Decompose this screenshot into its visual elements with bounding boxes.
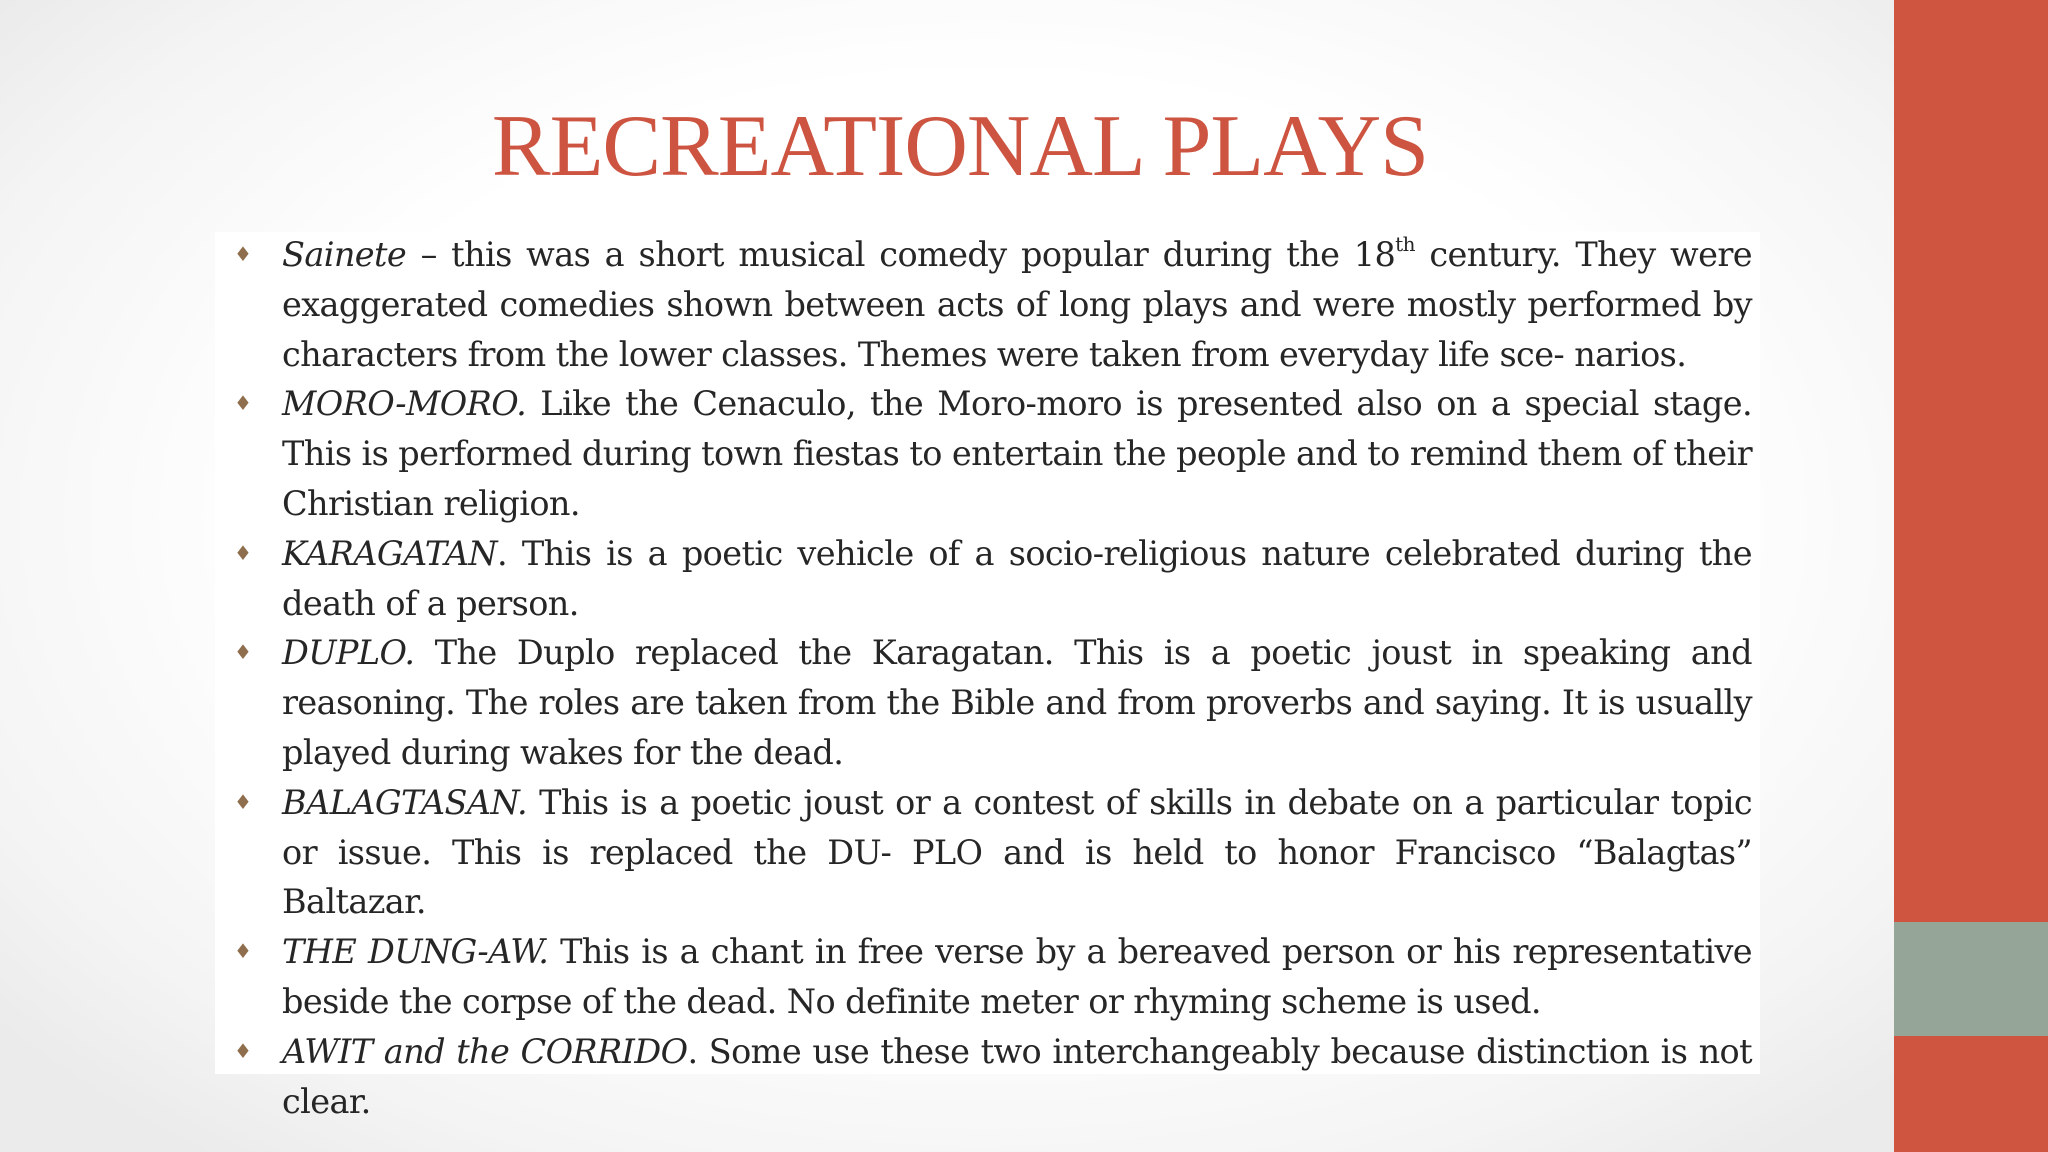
bullet-item-karagatan [230, 529, 1752, 629]
bullet-text: Like the Cenaculo, the Moro-moro is presented also on a special stage. This is performed during town fiestas to entertain the people and to remind them of their Christian religion. [282, 384, 1752, 523]
ordinal-suffix: th [1395, 231, 1415, 256]
bullet-item-sainete [230, 230, 1752, 379]
bullet-text: This is a poetic joust or a contest of skills in debate on a particular topic or issue. This is replaced the DU- PLO and is held to honor Francisco “Balagtas” Baltazar. [282, 782, 1752, 922]
bullet-text: . Some use these two interchangeably because distinction is not clear. [282, 1031, 1752, 1121]
bullet-text: The Duplo replaced the Karagatan. This is a poetic joust in speaking and reasoning. The roles are taken from the Bible and from proverbs and saying. It is usually played during wakes for the dead. [282, 633, 1752, 772]
diamond-bullet-icon: ♦ [234, 242, 252, 266]
bullet-item-dung-aw [230, 927, 1752, 1027]
slide-title: RECREATIONAL PLAYS [491, 98, 1429, 195]
bullet-term: THE DUNG-AW. [282, 932, 549, 972]
bullet-item-moro-moro [230, 379, 1752, 528]
bullet-term: KARAGATAN [282, 533, 498, 573]
decorative-sidebar [1894, 0, 2048, 1152]
diamond-bullet-icon: ♦ [234, 939, 252, 964]
diamond-bullet-icon: ♦ [234, 391, 252, 416]
bullet-item-duplo [230, 628, 1752, 777]
bullet-term: BALAGTASAN. [282, 782, 528, 822]
sidebar-accent-block [1894, 922, 2048, 1036]
bullet-term: Sainete [282, 235, 407, 274]
bullet-list [230, 230, 1752, 1126]
diamond-bullet-icon: ♦ [234, 1038, 252, 1063]
bullet-item-balagtasan [230, 778, 1752, 927]
bullet-text: – this was a short musical comedy popular during the 18 [406, 235, 1396, 274]
bullet-term: DUPLO. [282, 633, 415, 673]
bullet-term: AWIT and the CORRIDO [282, 1031, 688, 1071]
bullet-term: MORO-MORO. [282, 384, 527, 424]
diamond-bullet-icon: ♦ [234, 789, 252, 814]
diamond-bullet-icon: ♦ [234, 540, 252, 565]
diamond-bullet-icon: ♦ [234, 640, 252, 665]
bullet-text: century. They were exaggerated comedies shown between acts of long plays and were mostly performed by characters from the lower classes. Themes were taken from everyday life sce- narios. [282, 235, 1752, 374]
bullet-text: . This is a poetic vehicle of a socio-religious nature celebrated during the death of a person. [282, 533, 1752, 623]
bullet-text: This is a chant in free verse by a bereaved person or his representative beside the corpse of the dead. No definite meter or rhyming scheme is used. [282, 932, 1752, 1021]
bullet-item-awit-corrido [230, 1027, 1752, 1127]
